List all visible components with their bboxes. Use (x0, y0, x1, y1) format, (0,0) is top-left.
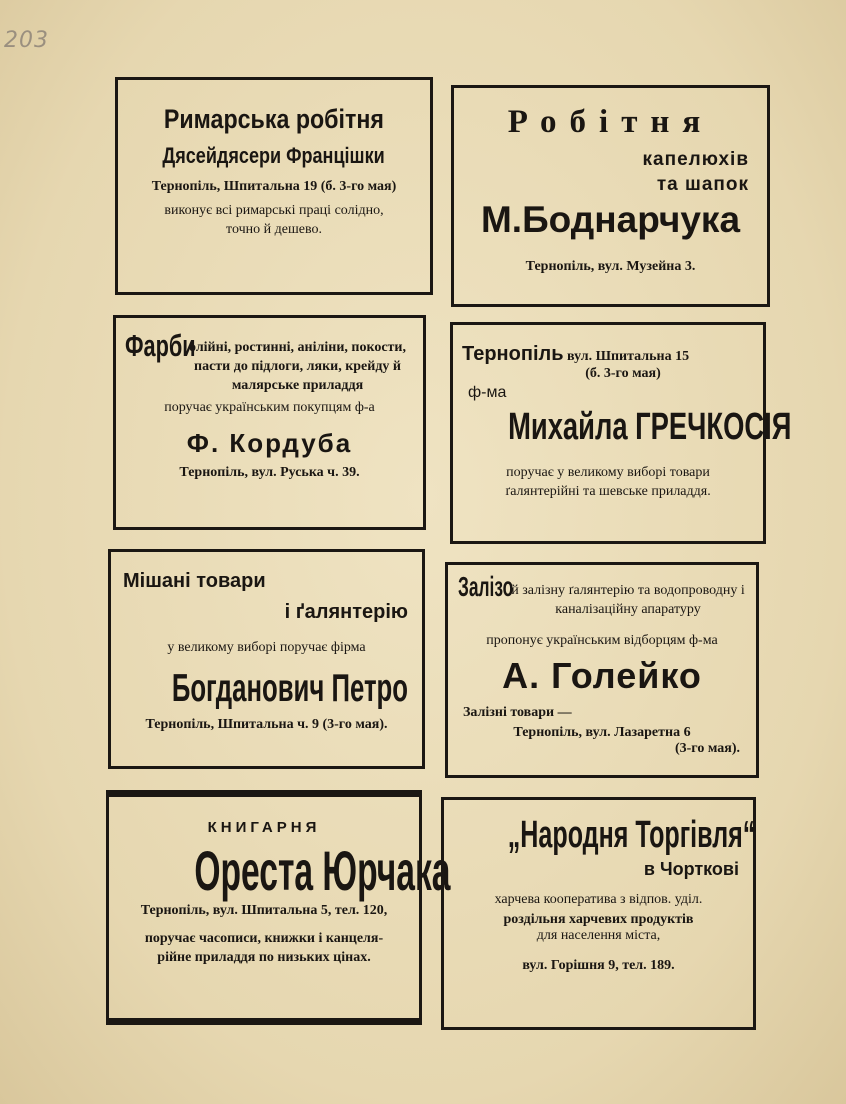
ad-hrechkosiia (450, 322, 792, 544)
ad3-lead: Фарби (125, 328, 196, 363)
ad2-line2: та шапок (656, 174, 749, 195)
ad7-text-line1: поручає часописи, книжки і канцеля- (144, 931, 384, 946)
ad8-line1: харчева кооператива з відпов. уділ. (494, 892, 703, 907)
ad2-name: М.Боднарчука (480, 199, 741, 240)
page-number: 203 (4, 28, 49, 53)
ad8-address: вул. Горішня 9, тел. 189. (522, 958, 675, 973)
ad8-line3: для населення міста, (536, 928, 661, 943)
ad2-address: Тернопіль, вул. Музейна 3. (525, 259, 696, 274)
ad3-address: Тернопіль, вул. Руська ч. 39. (179, 465, 360, 480)
ad7-address: Тернопіль, вул. Шпитальна 5, тел. 120, (140, 903, 388, 918)
ad4-text-line2: ґалянтерійні та шевське приладдя. (505, 484, 711, 499)
ad1-text-line2: точно й дешево. (226, 222, 322, 237)
ad2-line1: капелюхів (642, 149, 749, 170)
ad4-street: вул. Шпитальна 15 (567, 349, 690, 364)
ad4-name: Михайла ГРЕЧКОСІЯ (508, 406, 792, 448)
ad8-line2: роздільня харчевих продуктів (503, 912, 694, 927)
ad-robitnia-kapeliukhiv (451, 85, 770, 307)
ad3-name: Ф. Кордуба (186, 428, 353, 458)
ad7-name: Ореста Юрчака (194, 839, 451, 902)
ad4-street-note: (б. 3-го мая) (585, 366, 661, 381)
ad1-address: Тернопіль, Шпитальна 19 (б. 3-го мая) (151, 179, 397, 194)
ad-holeiko (445, 562, 759, 778)
ad6-line1: Залізні товари — (463, 705, 572, 720)
ad-farby-korduba (113, 315, 426, 530)
ad7-text-line2: рійне приладдя по низьких цінах. (157, 950, 371, 965)
ad4-city: Тернопіль (462, 343, 564, 365)
ad5-line1: Мішані товари (123, 570, 266, 592)
ad2-title: Робітня (507, 104, 714, 140)
ad8-title: „Народня Торгівля“ (507, 814, 756, 856)
ad1-subtitle: Дясейдясери Францішки (162, 143, 386, 168)
ad1-text-line1: виконує всі римарські праці солідно, (164, 203, 384, 218)
ad5-text: у великому виборі поручає фірма (167, 640, 366, 655)
ad6-description: й залізну ґалянтерію та водопроводну і каналізаційну апаратуру (511, 583, 745, 617)
ad1-title: Римарська робітня (163, 104, 384, 134)
ad-narodnia-torhivlia (441, 797, 756, 1030)
ad4-city-line (453, 343, 763, 366)
ad5-name: Богданович Петро (171, 667, 408, 710)
ad6-line3: (3-го мая). (674, 741, 740, 756)
ad-bohdanovych (108, 549, 425, 769)
ad-knyharnia-yurchaka (106, 790, 451, 1025)
ad5-line2: і ґалянтерію (284, 601, 408, 623)
ad4-firm-label: ф-ма (468, 384, 507, 401)
ad5-address: Тернопіль, Шпитальна ч. 9 (3-го мая). (145, 717, 388, 732)
ad6-name: А. Голейко (502, 655, 702, 696)
ad8-location: в Чорткові (643, 859, 739, 879)
ad4-text-line1: поручає у великому виборі товари (506, 465, 710, 480)
ad6-lead: Залізо (458, 571, 514, 602)
ad-rymarska-robitnia (115, 77, 433, 295)
ad6-line2: Тернопіль, вул. Лазаретна 6 (513, 725, 691, 740)
ad3-description: олійні, ростинні, аніліни, покости, пасти до підлоги, ляки, крейду й малярське приладдя (189, 340, 406, 393)
ad6-description2: пропонує українським відборцям ф-ма (486, 633, 718, 648)
ad7-heading: КНИГАРНЯ (207, 819, 321, 836)
ad3-text: поручає українським покупцям ф-а (164, 400, 375, 415)
